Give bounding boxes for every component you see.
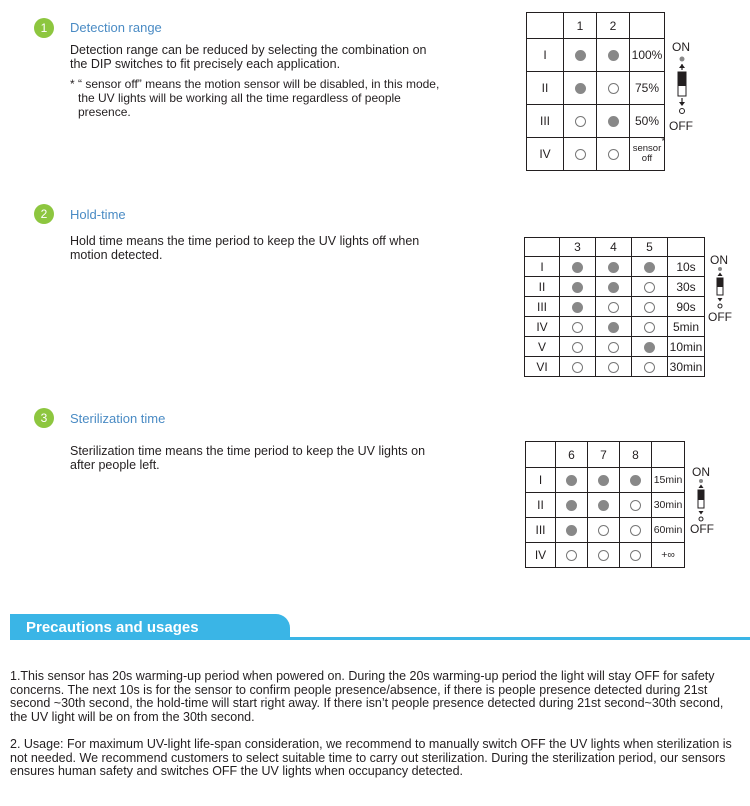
switch-on-dot-icon — [566, 500, 577, 511]
switch-state-cell — [588, 543, 620, 568]
row-label: IV — [525, 317, 560, 337]
switch-state-cell — [620, 493, 652, 518]
precaution-item-2: 2. Usage: For maximum UV-light life-span consideration, we recommend to manually switch OFF the UV lights when sterilization is not needed. We recommend customers to select suitable time to carry out sterilization. During the sterilization period, our sensors ensures human safety and switches OFF the UV lights when occupancy detected. — [10, 737, 732, 778]
switch-off-dot-icon — [644, 282, 655, 293]
switch-state-cell — [588, 518, 620, 543]
switch-on-dot-icon — [608, 262, 619, 273]
footnote-mark: * — [661, 136, 665, 146]
row-label: II — [527, 72, 564, 105]
switch-off-dot-icon — [608, 83, 619, 94]
row-label: II — [526, 493, 556, 518]
switch-state-cell — [556, 468, 588, 493]
row-label: III — [526, 518, 556, 543]
table-row — [527, 138, 665, 171]
switch-state-cell — [597, 105, 630, 138]
switch-off-dot-icon — [566, 550, 577, 561]
switch-state-cell — [596, 297, 632, 317]
section-description: Sterilization time means the time period to keep the UV lights on after people left. — [70, 444, 426, 472]
row-label: III — [525, 297, 560, 317]
section-description: Detection range can be reduced by selecting the combination on the DIP switches to fit precisely each application. — [70, 43, 427, 71]
switch-off-label: OFF — [708, 310, 732, 324]
row-label: IV — [527, 138, 564, 171]
switch-state-cell — [620, 468, 652, 493]
switch-on-dot-icon — [608, 50, 619, 61]
section-description: Hold time means the time period to keep the UV lights off when motion detected. — [70, 234, 420, 262]
dip-switch-icon — [674, 55, 690, 117]
switch-on-dot-icon — [644, 262, 655, 273]
switch-state-cell — [588, 468, 620, 493]
switch-state-cell — [560, 337, 596, 357]
setting-value: 50% — [630, 105, 665, 138]
switch-off-dot-icon — [644, 362, 655, 373]
switch-state-cell — [597, 72, 630, 105]
switch-state-cell — [588, 493, 620, 518]
switch-state-cell — [632, 257, 668, 277]
switch-on-dot-icon — [572, 282, 583, 293]
table-header-cell — [525, 238, 560, 257]
switch-state-cell — [556, 518, 588, 543]
switch-state-cell — [564, 138, 597, 171]
table-header-cell — [527, 13, 564, 39]
detection-range-table — [526, 12, 665, 171]
setting-value: 10min — [668, 337, 705, 357]
table-header-cell: 5 — [632, 238, 668, 257]
switch-on-dot-icon — [630, 475, 641, 486]
switch-off-dot-icon — [608, 149, 619, 160]
banner-divider — [10, 637, 750, 640]
table-header-cell: 7 — [588, 442, 620, 468]
section-title: Detection range — [70, 20, 162, 35]
section-title: Sterilization time — [70, 411, 166, 426]
table-row — [526, 543, 685, 568]
switch-state-cell — [556, 543, 588, 568]
row-label: III — [527, 105, 564, 138]
switch-off-dot-icon — [572, 322, 583, 333]
switch-state-cell — [632, 357, 668, 377]
setting-value: 30s — [668, 277, 705, 297]
setting-value: 30min — [668, 357, 705, 377]
table-header-row — [527, 13, 665, 39]
switch-state-cell — [560, 317, 596, 337]
switch-on-dot-icon — [572, 302, 583, 313]
switch-state-cell — [596, 337, 632, 357]
switch-off-dot-icon — [644, 302, 655, 313]
table-header-cell — [526, 442, 556, 468]
row-label: I — [527, 39, 564, 72]
switch-state-cell — [564, 105, 597, 138]
table-header-cell — [652, 442, 685, 468]
switch-state-cell — [597, 39, 630, 72]
setting-value: 30min — [652, 493, 685, 518]
table-header-cell: 4 — [596, 238, 632, 257]
setting-value: 100% — [630, 39, 665, 72]
table-row — [526, 468, 685, 493]
precautions-banner: Precautions and usages — [10, 614, 290, 640]
table-row — [525, 337, 705, 357]
switch-off-label: OFF — [669, 119, 693, 133]
table-header-cell: 8 — [620, 442, 652, 468]
table-row — [525, 297, 705, 317]
switch-off-label: OFF — [690, 522, 714, 536]
table-row — [525, 317, 705, 337]
switch-state-cell — [632, 297, 668, 317]
switch-state-cell — [596, 257, 632, 277]
switch-off-dot-icon — [630, 525, 641, 536]
switch-state-cell — [620, 518, 652, 543]
switch-on-dot-icon — [608, 282, 619, 293]
table-row — [525, 257, 705, 277]
switch-state-cell — [632, 277, 668, 297]
switch-off-dot-icon — [575, 149, 586, 160]
switch-state-cell — [632, 337, 668, 357]
switch-on-dot-icon — [598, 500, 609, 511]
hold-time-table — [524, 237, 705, 377]
switch-on-dot-icon — [575, 50, 586, 61]
switch-state-cell — [564, 39, 597, 72]
setting-value: 60min — [652, 518, 685, 543]
switch-on-label: ON — [672, 40, 690, 54]
switch-state-cell — [560, 277, 596, 297]
row-label: II — [525, 277, 560, 297]
switch-state-cell — [560, 297, 596, 317]
section-number-badge: 2 — [34, 204, 54, 224]
table-header-cell: 1 — [564, 13, 597, 39]
table-row — [525, 357, 705, 377]
switch-off-dot-icon — [644, 322, 655, 333]
setting-value: sensor off * — [630, 138, 665, 171]
switch-state-cell — [597, 138, 630, 171]
switch-on-label: ON — [692, 465, 710, 479]
table-header-row — [525, 238, 705, 257]
row-label: V — [525, 337, 560, 357]
setting-value: 10s — [668, 257, 705, 277]
switch-on-dot-icon — [572, 262, 583, 273]
setting-value: +∞ — [652, 543, 685, 568]
precaution-item-1: 1.This sensor has 20s warming-up period when powered on. During the 20s warming-up period the light will stay OFF for safety concerns. The next 10s is for the sensor to confirm people presence/absence, if there is people presence detected during 21st second ~30th second, the hold-time will start right away. If there isn’t people presence detected during 21st second~30th second, the UV light will be on from the 30th second. — [10, 669, 724, 724]
switch-on-dot-icon — [598, 475, 609, 486]
switch-off-dot-icon — [608, 302, 619, 313]
dip-switch-icon — [695, 478, 707, 524]
table-row — [527, 72, 665, 105]
switch-state-cell — [632, 317, 668, 337]
table-row — [526, 493, 685, 518]
switch-off-dot-icon — [630, 550, 641, 561]
switch-off-dot-icon — [630, 500, 641, 511]
switch-on-label: ON — [710, 253, 728, 267]
switch-off-dot-icon — [572, 362, 583, 373]
switch-off-dot-icon — [575, 116, 586, 127]
switch-off-dot-icon — [598, 525, 609, 536]
section-number-badge: 1 — [34, 18, 54, 38]
table-row — [525, 277, 705, 297]
switch-state-cell — [596, 277, 632, 297]
table-header-cell: 6 — [556, 442, 588, 468]
switch-off-dot-icon — [598, 550, 609, 561]
switch-on-dot-icon — [566, 525, 577, 536]
setting-value: 75% — [630, 72, 665, 105]
section-number-badge: 3 — [34, 408, 54, 428]
sensor-off-note: * “ sensor off” means the motion sensor will be disabled, in this mode, the UV lights will be working all the time regardless of people presence. — [70, 77, 440, 119]
switch-state-cell — [620, 543, 652, 568]
table-row — [527, 39, 665, 72]
table-header-cell: 2 — [597, 13, 630, 39]
switch-on-dot-icon — [608, 116, 619, 127]
row-label: VI — [525, 357, 560, 377]
switch-on-dot-icon — [608, 322, 619, 333]
switch-off-dot-icon — [608, 362, 619, 373]
sterilization-time-table — [525, 441, 685, 568]
setting-value: 90s — [668, 297, 705, 317]
row-label: IV — [526, 543, 556, 568]
switch-state-cell — [596, 357, 632, 377]
section-title: Hold-time — [70, 207, 126, 222]
switch-state-cell — [560, 357, 596, 377]
table-header-row — [526, 442, 685, 468]
table-header-cell — [630, 13, 665, 39]
switch-state-cell — [564, 72, 597, 105]
setting-value: 15min — [652, 468, 685, 493]
table-header-cell — [668, 238, 705, 257]
switch-on-dot-icon — [575, 83, 586, 94]
dip-switch-icon — [714, 266, 726, 310]
table-row — [526, 518, 685, 543]
row-label: I — [525, 257, 560, 277]
switch-state-cell — [560, 257, 596, 277]
switch-state-cell — [596, 317, 632, 337]
switch-off-dot-icon — [608, 342, 619, 353]
switch-on-dot-icon — [644, 342, 655, 353]
switch-off-dot-icon — [572, 342, 583, 353]
table-header-cell: 3 — [560, 238, 596, 257]
switch-state-cell — [556, 493, 588, 518]
row-label: I — [526, 468, 556, 493]
table-row — [527, 105, 665, 138]
setting-value: 5min — [668, 317, 705, 337]
switch-on-dot-icon — [566, 475, 577, 486]
